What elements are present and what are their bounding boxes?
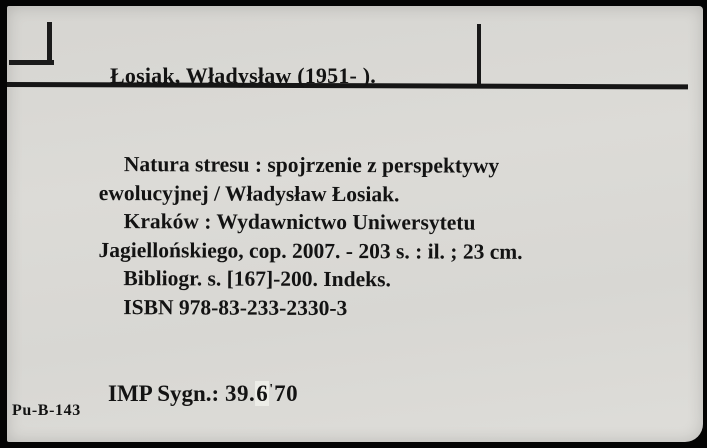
signature-number-mid: 6 [256, 381, 269, 406]
description-line: Jagiellońskiego, cop. 2007. - 203 s. : il. ; 23 cm. [98, 237, 523, 264]
library-catalog-card [7, 6, 703, 442]
signature-number-left: 39 [224, 381, 249, 406]
card-series-code: Pu-B-143 [12, 402, 81, 419]
description-line: ewolucyjnej / Władysław Łosiak. [98, 180, 400, 206]
description-line: Kraków : Wydawnictwo Uniwersytetu [123, 209, 476, 235]
shelf-signature [108, 378, 298, 405]
corner-crop-mark-vertical [47, 22, 52, 65]
author-heading: Łosiak, Władysław (1951- ). [110, 63, 376, 88]
signature-number [225, 381, 298, 406]
header-column-divider-line [477, 24, 481, 87]
description-line: ISBN 978-83-233-2330-3 [123, 294, 348, 320]
signature-dot-mark: . [248, 381, 256, 406]
signature-label: IMP Sygn.: [108, 381, 220, 406]
description-line: Bibliogr. s. [167]-200. Indeks. [123, 266, 391, 292]
signature-number-right: 70 [274, 381, 299, 406]
description-line: Natura stresu : spojrzenie z perspektywy [123, 152, 500, 178]
signature-tick-mark: ' [269, 382, 274, 397]
bibliographic-description [98, 150, 639, 323]
